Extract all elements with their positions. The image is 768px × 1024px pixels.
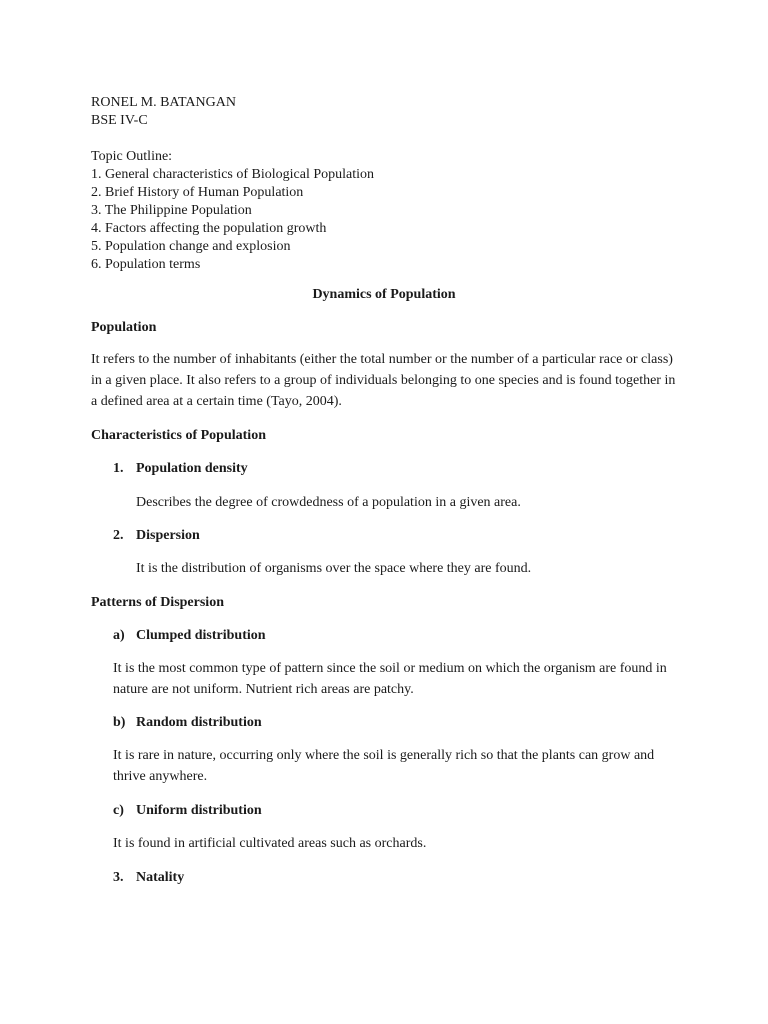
population-heading: Population <box>91 320 157 335</box>
outline-item: 3. The Philippine Population <box>91 203 252 218</box>
population-paragraph: It refers to the number of inhabitants (either the total number or the number of a particular race or class) in a given place. It also refers to a group of individuals belonging to one species and is found together in a defined area at a certain time (Tayo, 2004). <box>91 352 676 409</box>
outline-heading: Topic Outline: <box>91 149 173 164</box>
list-description: It is the most common type of pattern since the soil or medium on which the organism are found in nature are not uniform. Nutrient rich areas are patchy. <box>113 661 667 697</box>
list-description: It is found in artificial cultivated areas such as orchards. <box>113 836 427 851</box>
list-label: Population density <box>136 461 248 476</box>
author-section: BSE IV-C <box>91 113 148 128</box>
list-letter: c) <box>113 803 124 818</box>
list-number: 3. <box>113 870 124 885</box>
document-title: Dynamics of Population <box>312 287 456 302</box>
list-description: It is the distribution of organisms over the space where they are found. <box>136 561 532 576</box>
outline-item: 1. General characteristics of Biological Population <box>91 167 375 182</box>
list-label: Natality <box>136 870 185 885</box>
outline-item: 4. Factors affecting the population growth <box>91 221 327 236</box>
list-description: Describes the degree of crowdedness of a population in a given area. <box>136 495 521 510</box>
list-label: Random distribution <box>136 715 262 730</box>
author-name: RONEL M. BATANGAN <box>91 95 236 110</box>
list-label: Clumped distribution <box>136 628 266 643</box>
outline-item: 6. Population terms <box>91 257 201 272</box>
patterns-heading: Patterns of Dispersion <box>91 595 224 610</box>
characteristics-heading: Characteristics of Population <box>91 428 266 443</box>
list-description: It is rare in nature, occurring only where the soil is generally rich so that the plants can grow and thrive anywhere. <box>113 748 655 784</box>
list-label: Uniform distribution <box>136 803 262 818</box>
list-letter: b) <box>113 715 126 730</box>
outline-item: 2. Brief History of Human Population <box>91 185 304 200</box>
list-number: 2. <box>113 528 124 543</box>
list-number: 1. <box>113 461 124 476</box>
list-label: Dispersion <box>136 528 200 543</box>
outline-item: 5. Population change and explosion <box>91 239 291 254</box>
list-letter: a) <box>113 628 125 643</box>
